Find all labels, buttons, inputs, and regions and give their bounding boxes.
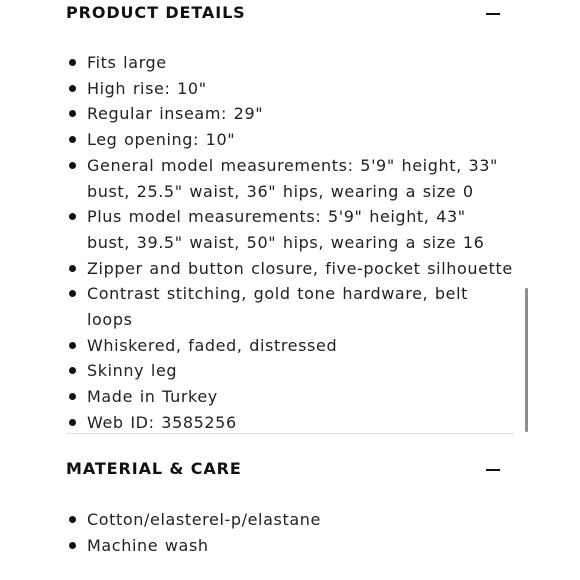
bullet-icon — [69, 110, 76, 117]
list-item — [66, 127, 514, 153]
list-item — [66, 410, 514, 436]
material-care-header[interactable] — [66, 457, 514, 481]
list-item-text: Whiskered, faded, distressed — [87, 335, 338, 355]
list-item — [66, 281, 514, 332]
list-item — [66, 204, 514, 255]
bullet-icon — [69, 516, 76, 523]
list-item-text: Cotton/elasterel-p/elastane — [87, 510, 321, 529]
section-divider — [66, 433, 514, 434]
bullet-icon — [69, 542, 76, 549]
minus-icon[interactable] — [486, 469, 500, 471]
list-item-text: Fits large — [87, 53, 167, 72]
product-details-list — [66, 50, 514, 436]
list-item-text: Zipper and button closure, five-pocket silhouette — [87, 258, 513, 278]
list-item — [66, 384, 514, 410]
material-care-section — [66, 457, 514, 558]
list-item — [66, 507, 514, 533]
product-details-title: PRODUCT DETAILS — [66, 3, 246, 22]
list-item-text: Leg opening: 10" — [87, 130, 236, 150]
bullet-icon — [69, 265, 76, 272]
minus-icon[interactable] — [486, 13, 500, 15]
scrollbar[interactable] — [525, 288, 528, 432]
list-item-text: High rise: 10" — [87, 78, 207, 98]
list-item — [66, 50, 514, 76]
bullet-icon — [69, 213, 76, 220]
bullet-icon — [69, 393, 76, 400]
bullet-icon — [69, 290, 76, 297]
bullet-icon — [69, 342, 76, 349]
bullet-icon — [69, 85, 76, 92]
bullet-icon — [69, 162, 76, 169]
list-item-text: Web ID: 3585256 — [87, 412, 237, 432]
list-item-text: Skinny leg — [87, 361, 178, 381]
product-details-section — [66, 1, 514, 436]
material-care-list — [66, 507, 514, 558]
bullet-icon — [69, 419, 76, 426]
list-item — [66, 256, 514, 282]
list-item — [66, 101, 514, 127]
list-item-text: Regular inseam: 29" — [87, 104, 264, 124]
bullet-icon — [69, 59, 76, 66]
bullet-icon — [69, 367, 76, 374]
list-item-text: General model measurements: 5'9" height, 33" bust, 25.5" waist, 36" hips, wearing a size 0 — [87, 155, 498, 201]
bullet-icon — [69, 136, 76, 143]
material-care-title: MATERIAL & CARE — [66, 459, 242, 478]
list-item — [66, 533, 514, 559]
product-details-header[interactable] — [66, 1, 514, 25]
list-item — [66, 333, 514, 359]
list-item — [66, 153, 514, 204]
list-item-text: Contrast stitching, gold tone hardware, belt loops — [87, 284, 469, 330]
list-item — [66, 358, 514, 384]
list-item-text: Plus model measurements: 5'9" height, 43" bust, 39.5" waist, 50" hips, wearing a size 16 — [87, 207, 485, 252]
list-item-text: Made in Turkey — [87, 387, 218, 407]
list-item — [66, 76, 514, 102]
list-item-text: Machine wash — [87, 535, 209, 555]
